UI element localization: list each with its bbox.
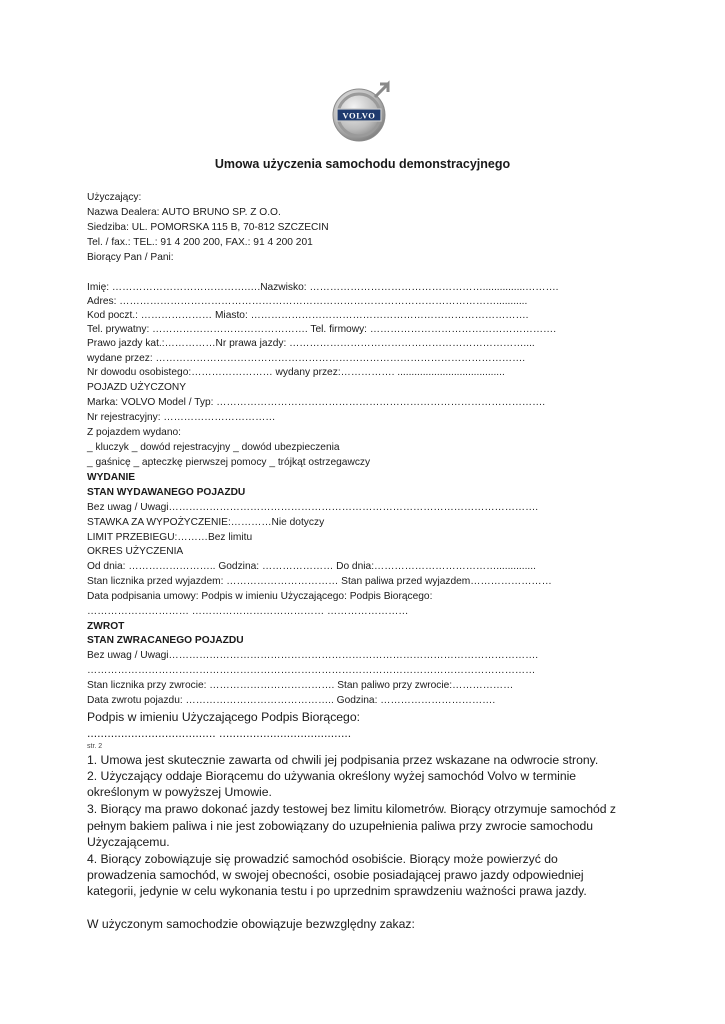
signature-lines-issue: ………………………… ………………………………… …………………… (87, 606, 409, 617)
field-registration: Nr rejestracyjny: …………………………… (87, 412, 276, 423)
page-number: str. 2 (87, 743, 103, 750)
field-return-remarks-2: …………………………………………………………………………………………………………………… (87, 665, 536, 676)
field-phones: Tel. prywatny: ………………………………………. Tel. firmowy: ………………………………………………. (87, 324, 557, 335)
field-address: Adres: …………………………………………………………………………………………………........... (87, 296, 528, 307)
field-mileage-limit: LIMIT PRZEBIEGU:………Bez limitu (87, 532, 253, 543)
field-return-odometer: Stan licznika przy zwrocie: ………………………………. Stan paliwo przy zwrocie:……………… (87, 680, 514, 691)
field-make-model: Marka: VOLVO Model / Typ: ……………………………………………………………………………………. (87, 397, 546, 408)
dealer-phone: Tel. / fax.: TEL.: 91 4 200 200, FAX.: 91 4 200 201 (87, 237, 313, 248)
clause-3-line-2: pełnym bakiem paliwa i nie jest zobowiązany do uzupełnienia paliwa przy zwrocie samochodu (87, 819, 594, 833)
field-departure-odometer: Stan licznika przed wyjazdem: …………………………… Stan paliwa przed wyjazdem…………………… (87, 576, 552, 587)
section-period: OKRES UŻYCZENIA (87, 546, 184, 557)
field-name: Imię: ………………………………….….Nazwisko: ……………………………………………...............………. (87, 282, 559, 293)
equipment-list-1: _ kluczyk _ dowód rejestracyjny _ dowód ubezpieczenia (87, 442, 340, 453)
clause-1: 1. Umowa jest skutecznie zawarta od chwili jej podpisania przez wskazane na odwrocie strony. (87, 753, 599, 767)
volvo-logo (328, 80, 394, 146)
clause-2-line-2: określonym w powyższej Umowie. (87, 785, 272, 799)
field-signing-date: Data podpisania umowy: Podpis w imieniu Użyczającego: Podpis Biorącego: (87, 591, 433, 602)
field-id-card: Nr dowodu osobistego:…………………… wydany przez:……………. ...................................... (87, 367, 505, 378)
field-driving-license: Prawo jazdy kat.:……………Nr prawa jazdy: …………………………………………………………….... (87, 338, 535, 349)
section-issue: WYDANIE (87, 472, 136, 483)
section-return: ZWROT (87, 621, 125, 632)
equipment-list-2: _ gaśnicę _ apteczkę pierwszej pomocy _ trójkąt ostrzegawczy (87, 457, 371, 468)
section-issue-condition: STAN WYDAWANEGO POJAZDU (87, 487, 246, 498)
field-postal-city: Kod poczt.: ………………… Miasto: ………………………………………………………………………. (87, 310, 529, 321)
section-return-condition: STAN ZWRACANEGO POJAZDU (87, 635, 244, 646)
clause-4-line-2: prowadzenia samochód, w swojej obecności, osobie posiadającej prawo jazdy odpowiedniej (87, 868, 584, 882)
clause-3-line-3: Użyczającemu. (87, 835, 170, 849)
lender-heading: Użyczający: (87, 192, 142, 203)
prohibition-heading: W użyczonym samochodzie obowiązuje bezwzględny zakaz: (87, 917, 415, 931)
field-period-dates: Od dnia: …………………….. Godzina: ………………… Do dnia:……………………………….............. (87, 561, 536, 572)
clause-3-line-1: 3. Biorący ma prawo dokonać jazdy testowej bez limitu kilometrów. Biorący otrzymuje samochód z (87, 802, 617, 816)
dealer-address: Siedziba: UL. POMORSKA 115 B, 70-812 SZCZECIN (87, 222, 329, 233)
document-title: Umowa użyczenia samochodu demonstracyjnego (214, 157, 511, 171)
clause-4-line-1: 4. Biorący zobowiązuje się prowadzić samochód osobiście. Biorący może powierzyć do (87, 852, 558, 866)
section-vehicle: POJAZD UŻYCZONY (87, 382, 187, 393)
clause-4-line-3: kategorii, jedynie w celu wykonania testu i po uprzednim sprawdzeniu ważności prawa jazdy. (87, 884, 587, 898)
borrower-heading: Biorący Pan / Pani: (87, 252, 174, 263)
signature-lines-return: ...................................... ....................................... (87, 726, 352, 740)
field-return-remarks: Bez uwag / Uwagi………………………………………………………………………………………………. (87, 650, 539, 661)
field-rate: STAWKA ZA WYPOŻYCZENIE:…………Nie dotyczy (87, 517, 325, 528)
field-license-issuer: wydane przez: ………………………………………………………………………………………………. (87, 353, 526, 364)
volvo-logo-text: VOLVO (342, 110, 376, 121)
equipment-heading: Z pojazdem wydano: (87, 427, 182, 438)
clause-2-line-1: 2. Użyczający oddaje Biorącemu do używania określony wyżej samochód Volvo w terminie (87, 769, 577, 783)
dealer-name: Nazwa Dealera: AUTO BRUNO SP. Z O.O. (87, 207, 281, 218)
field-return-date: Data zwrotu pojazdu: …………………………………….. Godzina: ……………………………. (87, 695, 496, 706)
field-issue-remarks: Bez uwag / Uwagi………………………………………………………………………………………………. (87, 502, 539, 513)
volvo-emblem-icon (328, 80, 394, 146)
return-signatures-heading: Podpis w imieniu Użyczającego Podpis Biorącego: (87, 710, 361, 724)
